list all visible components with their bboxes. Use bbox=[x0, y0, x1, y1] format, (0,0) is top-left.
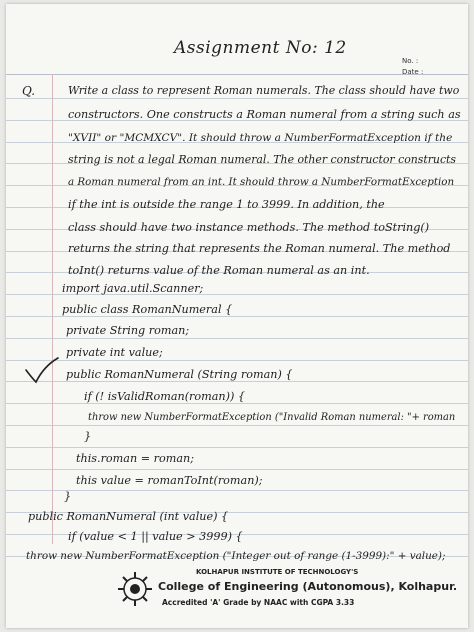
ruled-line bbox=[6, 360, 468, 361]
ruled-line bbox=[6, 403, 468, 404]
code-line: private String roman; bbox=[66, 324, 190, 337]
notebook-page bbox=[6, 4, 468, 628]
no-label: No. : bbox=[402, 57, 419, 65]
code-line: private int value; bbox=[66, 346, 163, 359]
no-date-box bbox=[402, 56, 423, 78]
code-line: this value = romanToInt(roman); bbox=[76, 474, 263, 487]
margin-line bbox=[52, 74, 53, 544]
college-logo-icon bbox=[116, 570, 154, 608]
college-footer bbox=[6, 564, 468, 628]
code-line: this.roman = roman; bbox=[76, 452, 194, 465]
code-line: public class RomanNumeral { bbox=[62, 303, 233, 316]
question-line: "XVII" or "MCMXCV". It should throw a NumberFormatException if the bbox=[68, 132, 453, 144]
code-line: if (! isValidRoman(roman)) { bbox=[84, 390, 246, 403]
ruled-line bbox=[6, 469, 468, 470]
ruled-line bbox=[6, 425, 468, 426]
ruled-line bbox=[6, 490, 468, 491]
question-line: Write a class to represent Roman numerals. The class should have two bbox=[68, 84, 460, 97]
ruled-line bbox=[6, 447, 468, 448]
ruled-line bbox=[6, 316, 468, 317]
question-line: constructors. One constructs a Roman numeral from a string such as bbox=[68, 108, 461, 121]
question-line: a Roman numeral from an int. It should throw a NumberFormatException bbox=[68, 176, 455, 188]
header-rule bbox=[6, 74, 468, 75]
question-line: class should have two instance methods. The method toString() bbox=[68, 221, 430, 234]
code-line: public RomanNumeral (int value) { bbox=[28, 510, 229, 523]
code-line: throw new NumberFormatException ("Integer out of range (1-3999):" + value); bbox=[26, 550, 446, 562]
date-label: Date : bbox=[402, 68, 424, 76]
check-mark-icon bbox=[24, 356, 60, 384]
ruled-line bbox=[6, 381, 468, 382]
college-name: College of Engineering (Autonomous), Kolhapur. bbox=[158, 580, 458, 593]
ruled-line bbox=[6, 338, 468, 339]
page-title: Assignment No: 12 bbox=[174, 38, 347, 58]
accreditation-text: Accredited 'A' Grade by NAAC with CGPA 3.33 bbox=[162, 598, 355, 607]
code-line: if (value < 1 || value > 3999) { bbox=[68, 530, 243, 543]
question-line: string is not a legal Roman numeral. The other constructor constructs bbox=[68, 153, 457, 166]
code-line: import java.util.Scanner; bbox=[62, 282, 204, 295]
ruled-line bbox=[6, 98, 468, 99]
question-line: returns the string that represents the Roman numeral. The method bbox=[68, 242, 451, 255]
code-line: throw new NumberFormatException ("Invalid Roman numeral: "+ roman bbox=[88, 412, 456, 423]
question-line: toInt() returns value of the Roman numeral as an int. bbox=[68, 264, 370, 277]
code-line: } bbox=[64, 490, 72, 503]
code-line: public RomanNumeral (String roman) { bbox=[66, 368, 293, 381]
institute-name: KOLHAPUR INSTITUTE OF TECHNOLOGY'S bbox=[196, 568, 359, 576]
question-label: Q. bbox=[22, 84, 36, 98]
code-line: } bbox=[84, 430, 92, 443]
question-line: if the int is outside the range 1 to 3999. In addition, the bbox=[68, 198, 385, 211]
